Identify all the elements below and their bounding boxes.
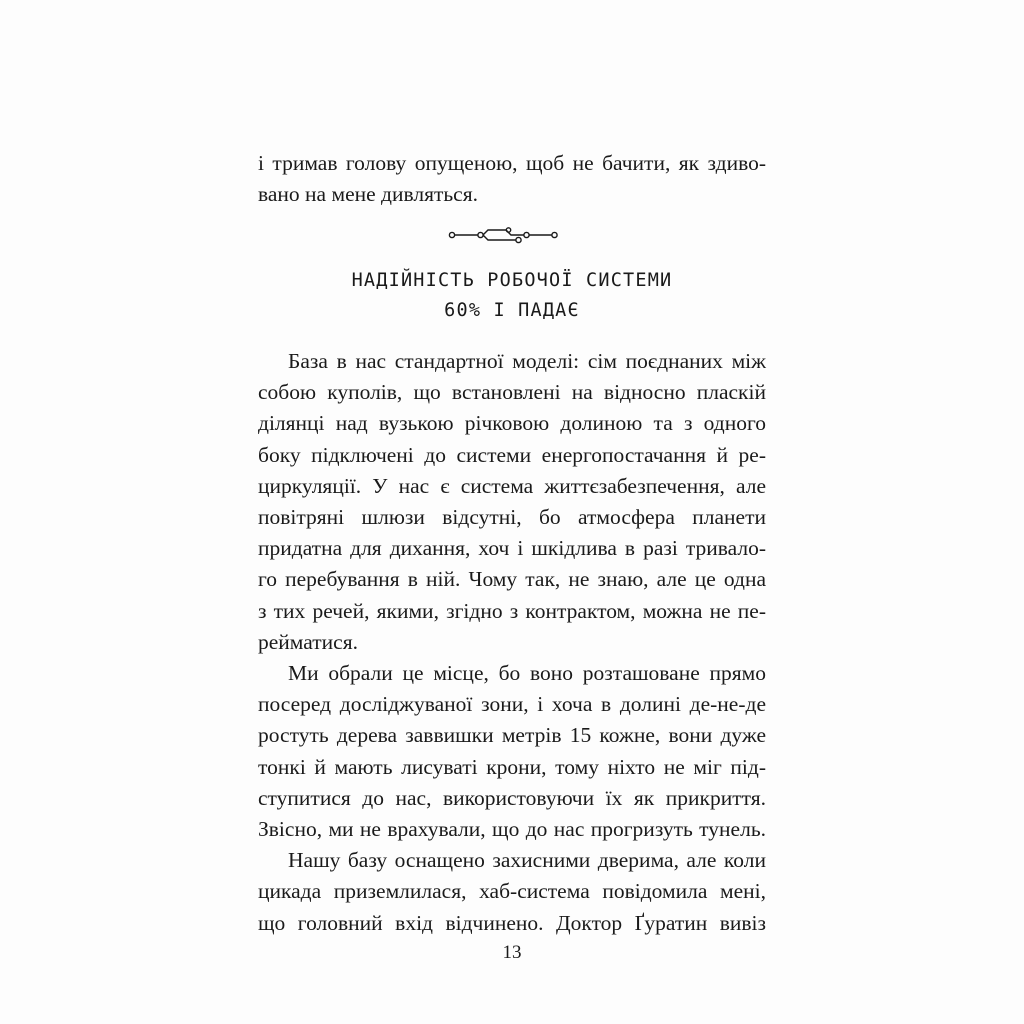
paragraph: [258, 845, 766, 939]
heading-line: 60% І ПАДАЄ: [444, 300, 580, 321]
text-line: Звісно, ми не врахували, що до нас прогризуть тунель.: [258, 817, 766, 842]
text-line: повітряні шлюзи відсутні, бо атмосфера планети: [258, 505, 766, 530]
text-line: посеред досліджуваної зони, і хоча в долині де-не-де: [258, 692, 766, 717]
page-number: 13: [502, 942, 522, 963]
text-line: боку підключені до системи енергопостачання й ре-: [258, 442, 766, 467]
text-line: Нашу базу оснащено захисними дверима, але коли: [288, 848, 766, 873]
text-line: База в нас стандартної моделі: сім поєднаних між: [288, 349, 766, 373]
text-line: рейматися.: [258, 629, 358, 654]
text-line: і тримав голову опущеною, щоб не бачити, як здиво-: [258, 151, 766, 175]
text-line: тонкі й мають лисуваті крони, тому ніхто не міг під-: [258, 754, 766, 779]
intro-paragraph: [258, 148, 766, 210]
text-line: з тих речей, якими, згідно з контрактом, можна не пе-: [258, 598, 766, 623]
text-line: придатна для дихання, хоч і шкідлива в разі тривало-: [258, 536, 766, 561]
text-line: го перебування в ній. Чому так, не знаю, але це одна: [258, 567, 766, 592]
text-line: собою куполів, що встановлені на відносно пласкій: [258, 380, 766, 405]
text-line: вано на мене дивляться.: [258, 182, 478, 207]
text-line: циркуляції. У нас є система життєзабезпечення, але: [258, 473, 766, 498]
paragraph: [258, 658, 766, 845]
section-heading: [258, 266, 766, 326]
text-line: цикада приземлилася, хаб-система повідомила мені,: [258, 879, 766, 904]
text-line: ділянці над вузькою річковою долиною та з одного: [258, 411, 766, 436]
paragraph: [258, 346, 766, 658]
body-text: [258, 346, 766, 939]
text-line: ступитися до нас, використовуючи їх як прикриття.: [258, 785, 766, 810]
text-line: що головний вхід відчинено. Доктор Ґуратин вивіз: [258, 910, 766, 935]
circuit-divider-icon: [448, 222, 566, 248]
text-line: Ми обрали це місце, бо воно розташоване прямо: [288, 661, 766, 686]
text-line: ростуть дерева заввишки метрів 15 кожне, вони дуже: [258, 723, 766, 748]
heading-line: НАДІЙНІСТЬ РОБОЧОЇ СИСТЕМИ: [351, 270, 673, 291]
